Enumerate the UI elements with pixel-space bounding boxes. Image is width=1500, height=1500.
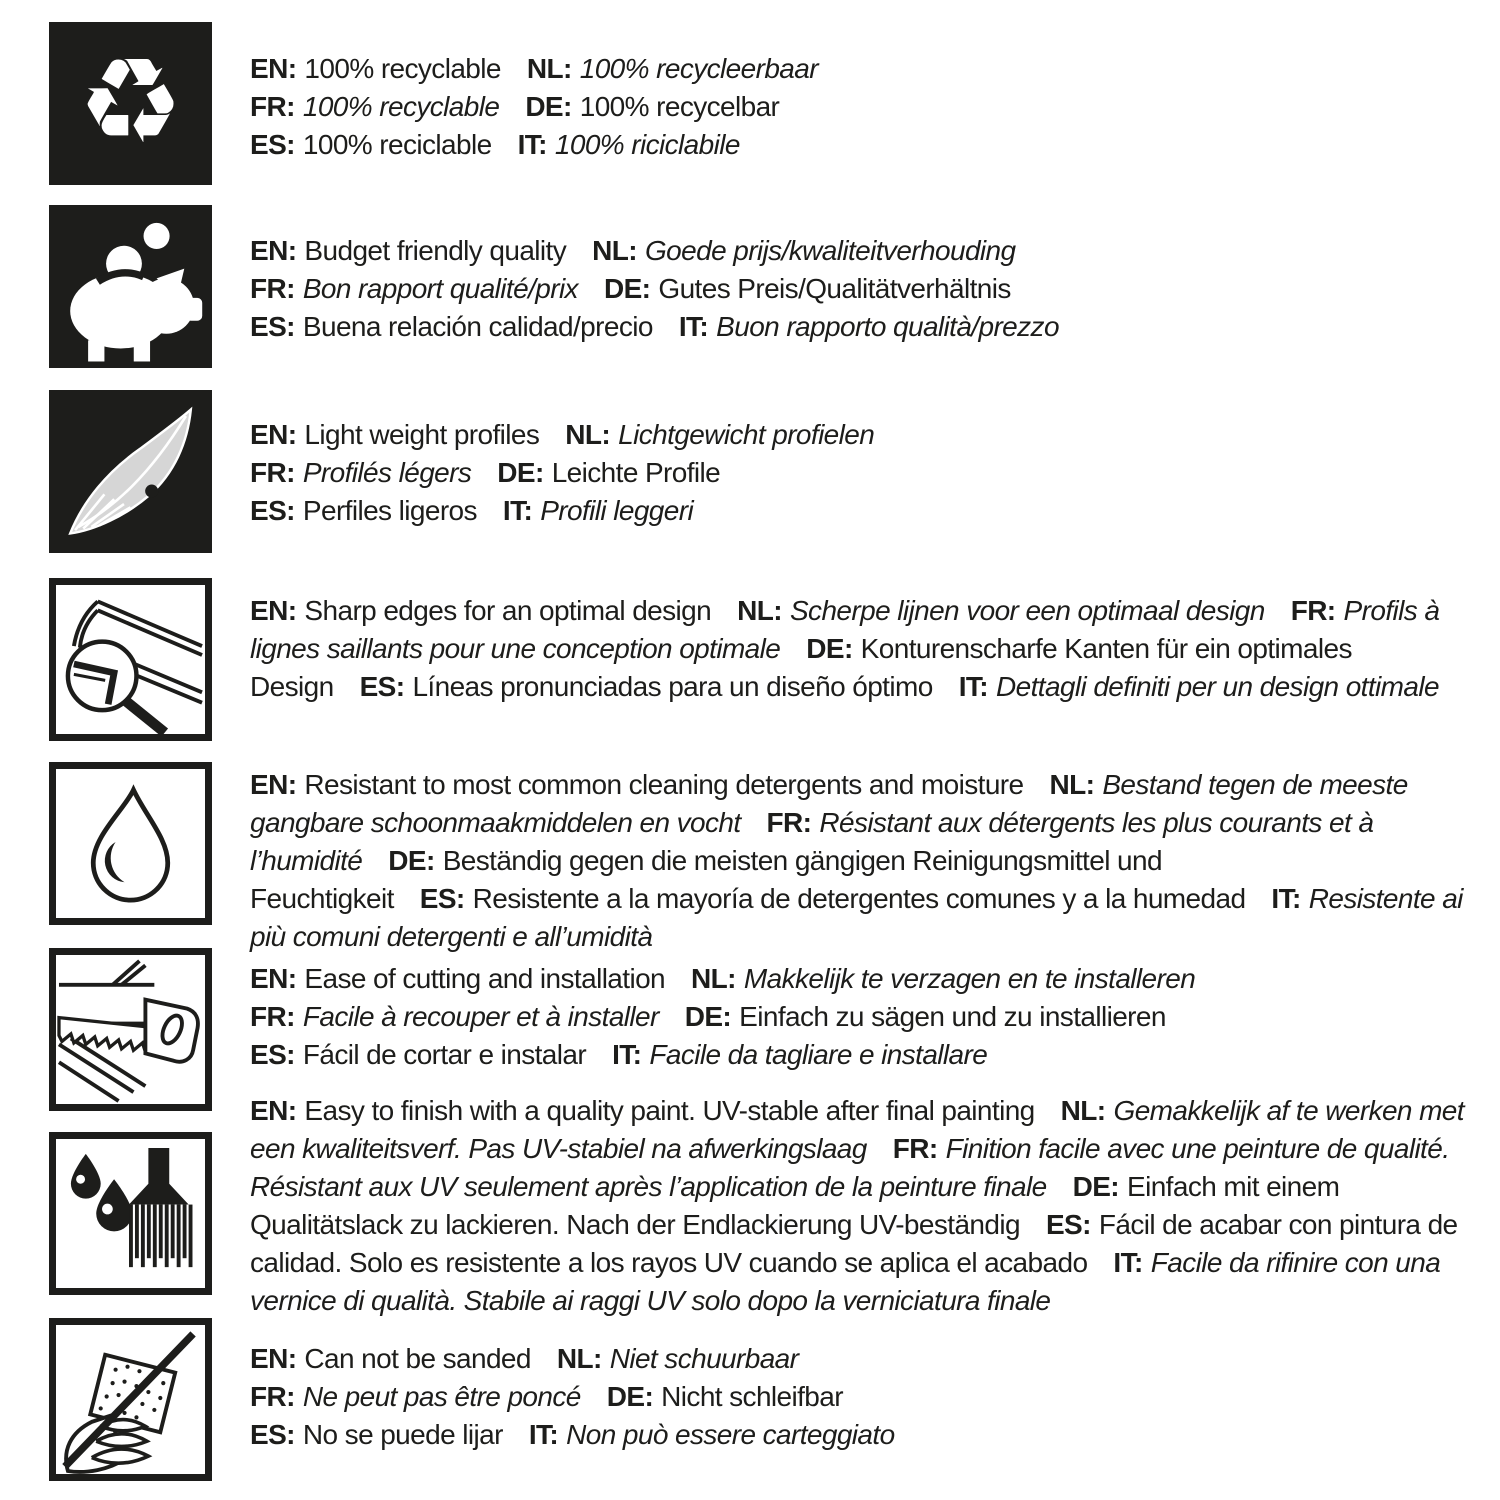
feature-descriptions	[250, 232, 1466, 346]
feature-descriptions	[250, 1092, 1466, 1320]
feature-text-en: Resistant to most common cleaning detergents and moisture	[304, 769, 1024, 800]
feature-text-fr: Ne peut pas être poncé	[302, 1381, 581, 1412]
feature-text-es: Resistente a la mayoría de detergentes comunes y a la humedad	[472, 883, 1246, 914]
lang-label-es: ES:	[1045, 1209, 1091, 1240]
feature-text-fr: Bon rapport qualité/prix	[302, 273, 578, 304]
lang-label-nl: NL:	[1060, 1095, 1106, 1126]
water-drop-art	[56, 769, 205, 918]
lang-label-es: ES:	[419, 883, 465, 914]
recycle-icon	[49, 22, 212, 185]
feature-text-es: Fácil de acabar con pintura de calidad. Solo es resistente a los rayos UV cuando se aplica el acabado	[250, 1209, 1458, 1278]
feature-text-it: Profili leggeri	[540, 495, 694, 526]
feature-text-en: Light weight profiles	[304, 419, 540, 450]
feature-text-es: Fácil de cortar e instalar	[302, 1039, 587, 1070]
lang-label-es: ES:	[359, 671, 405, 702]
feature-text-de: Beständig gegen die meisten gängigen Reinigungsmittel und Feuchtigkeit	[250, 845, 1162, 914]
lang-label-en: EN:	[250, 769, 297, 800]
lang-label-it: IT:	[1113, 1247, 1143, 1278]
lang-label-es: ES:	[250, 129, 295, 160]
feature-text-nl: Niet schuurbaar	[609, 1343, 799, 1374]
feature-text-en: Easy to finish with a quality paint. UV-stable after final painting	[304, 1095, 1035, 1126]
sharp-edge-art	[56, 585, 205, 734]
feature-text-es: Buena relación calidad/precio	[302, 311, 653, 342]
feature-text-es: Líneas pronunciadas para un diseño óptimo	[412, 671, 933, 702]
feather-icon	[49, 390, 212, 553]
lang-label-it: IT:	[612, 1039, 642, 1070]
feature-text-en: Sharp edges for an optimal design	[304, 595, 712, 626]
lang-label-es: ES:	[250, 1039, 295, 1070]
sharp-edge-icon	[49, 578, 212, 741]
feature-text-de: Konturenscharfe Kanten für ein optimales Design	[250, 633, 1352, 702]
lang-label-de: DE:	[388, 845, 435, 876]
lang-label-en: EN:	[250, 1095, 297, 1126]
feature-text-de: Leichte Profile	[551, 457, 721, 488]
feature-descriptions	[250, 1340, 1466, 1454]
feature-text-fr: Résistant aux détergents les plus courants et à l’humidité	[250, 807, 1374, 876]
feature-text-nl: Makkelijk te verzagen en te installeren	[743, 963, 1196, 994]
feature-text-de: Einfach mit einem Qualitätslack zu lackieren. Nach der Endlackierung UV-beständig	[250, 1171, 1340, 1240]
lang-label-it: IT:	[1271, 883, 1301, 914]
lang-label-de: DE:	[806, 633, 853, 664]
feature-text-it: Dettagli definiti per un design ottimale	[996, 671, 1439, 702]
feature-text-nl: Scherpe lijnen voor een optimaal design	[789, 595, 1265, 626]
feature-text-it: Facile da rifinire con una vernice di qualità. Stabile ai raggi UV solo dopo la verniciatura finale	[250, 1247, 1441, 1316]
lang-label-es: ES:	[250, 1419, 295, 1450]
lang-label-it: IT:	[678, 311, 709, 342]
feature-text-it: Facile da tagliare e installare	[649, 1039, 988, 1070]
feature-text-en: Can not be sanded	[304, 1343, 531, 1374]
feature-descriptions	[250, 50, 1466, 164]
saw-art	[56, 955, 205, 1104]
lang-label-en: EN:	[250, 595, 297, 626]
lang-label-en: EN:	[250, 235, 297, 266]
feature-text-it: Non può essere carteggiato	[566, 1419, 895, 1450]
feature-text-de: 100% recycelbar	[579, 91, 780, 122]
lang-label-de: DE:	[525, 91, 572, 122]
feature-text-fr: Profils à lignes saillants pour une conception optimale	[250, 595, 1440, 664]
lang-label-en: EN:	[250, 963, 297, 994]
lang-label-de: DE:	[1072, 1171, 1119, 1202]
paint-brush-art	[56, 1139, 205, 1288]
lang-label-nl: NL:	[592, 235, 637, 266]
feature-text-fr: Finition facile avec une peinture de qualité. Résistant aux UV seulement après l’application de la peinture finale	[250, 1133, 1450, 1202]
lang-label-nl: NL:	[737, 595, 782, 626]
lang-label-fr: FR:	[250, 457, 295, 488]
feature-text-nl: Bestand tegen de meeste gangbare schoonmaakmiddelen en vocht	[250, 769, 1408, 838]
lang-label-nl: NL:	[691, 963, 736, 994]
piggy-bank-art	[49, 205, 212, 368]
lang-label-en: EN:	[250, 419, 297, 450]
feature-text-de: Nicht schleifbar	[661, 1381, 843, 1412]
lang-label-fr: FR:	[892, 1133, 938, 1164]
feature-text-it: Resistente ai più comuni detergenti e all’umidità	[250, 883, 1463, 952]
feature-text-nl: Goede prijs/kwaliteitverhouding	[644, 235, 1016, 266]
feature-text-es: No se puede lijar	[302, 1419, 503, 1450]
lang-label-de: DE:	[684, 1001, 732, 1032]
feature-text-es: Perfiles ligeros	[302, 495, 477, 526]
lang-label-en: EN:	[250, 1343, 297, 1374]
lang-label-nl: NL:	[556, 1343, 602, 1374]
lang-label-fr: FR:	[250, 1001, 295, 1032]
no-sanding-art	[56, 1325, 205, 1474]
lang-label-es: ES:	[250, 311, 295, 342]
feature-text-en: Ease of cutting and installation	[304, 963, 666, 994]
no-sanding-icon	[49, 1318, 212, 1481]
lang-label-fr: FR:	[250, 91, 295, 122]
feature-descriptions	[250, 416, 1466, 530]
lang-label-nl: NL:	[526, 53, 572, 84]
lang-label-nl: NL:	[1049, 769, 1095, 800]
lang-label-de: DE:	[497, 457, 544, 488]
feature-text-de: Einfach zu sägen und zu installieren	[739, 1001, 1166, 1032]
feature-text-nl: 100% recycleerbaar	[579, 53, 818, 84]
feature-descriptions	[250, 960, 1466, 1074]
paint-brush-icon	[49, 1132, 212, 1295]
lang-label-it: IT:	[958, 671, 988, 702]
feature-text-es: 100% reciclable	[302, 129, 492, 160]
feature-text-it: Buon rapporto qualità/prezzo	[716, 311, 1059, 342]
lang-label-it: IT:	[517, 129, 547, 160]
lang-label-en: EN:	[250, 53, 297, 84]
recycle-glyph: ♻	[77, 31, 184, 170]
feature-text-nl: Lichtgewicht profielen	[618, 419, 875, 450]
water-drop-icon	[49, 762, 212, 925]
feature-text-nl: Gemakkelijk af te werken met een kwaliteitsverf. Pas UV-stabiel na afwerkingslaag	[250, 1095, 1464, 1164]
lang-label-nl: NL:	[565, 419, 611, 450]
feature-text-fr: 100% recyclable	[302, 91, 500, 122]
feather-art	[49, 390, 212, 553]
lang-label-es: ES:	[250, 495, 295, 526]
lang-label-it: IT:	[502, 495, 533, 526]
saw-icon	[49, 948, 212, 1111]
lang-label-fr: FR:	[250, 273, 295, 304]
piggy-bank-icon	[49, 205, 212, 368]
lang-label-fr: FR:	[250, 1381, 295, 1412]
lang-label-de: DE:	[603, 273, 651, 304]
feature-text-it: 100% riciclabile	[554, 129, 740, 160]
feature-text-de: Gutes Preis/Qualitätverhältnis	[658, 273, 1011, 304]
lang-label-fr: FR:	[766, 807, 812, 838]
lang-label-fr: FR:	[1290, 595, 1336, 626]
feature-text-en: 100% recyclable	[304, 53, 501, 84]
feature-text-fr: Facile à recouper et à installer	[302, 1001, 659, 1032]
lang-label-it: IT:	[528, 1419, 559, 1450]
feature-descriptions	[250, 592, 1466, 706]
lang-label-de: DE:	[606, 1381, 654, 1412]
feature-text-fr: Profilés légers	[302, 457, 472, 488]
feature-descriptions	[250, 766, 1466, 956]
feature-text-en: Budget friendly quality	[304, 235, 567, 266]
